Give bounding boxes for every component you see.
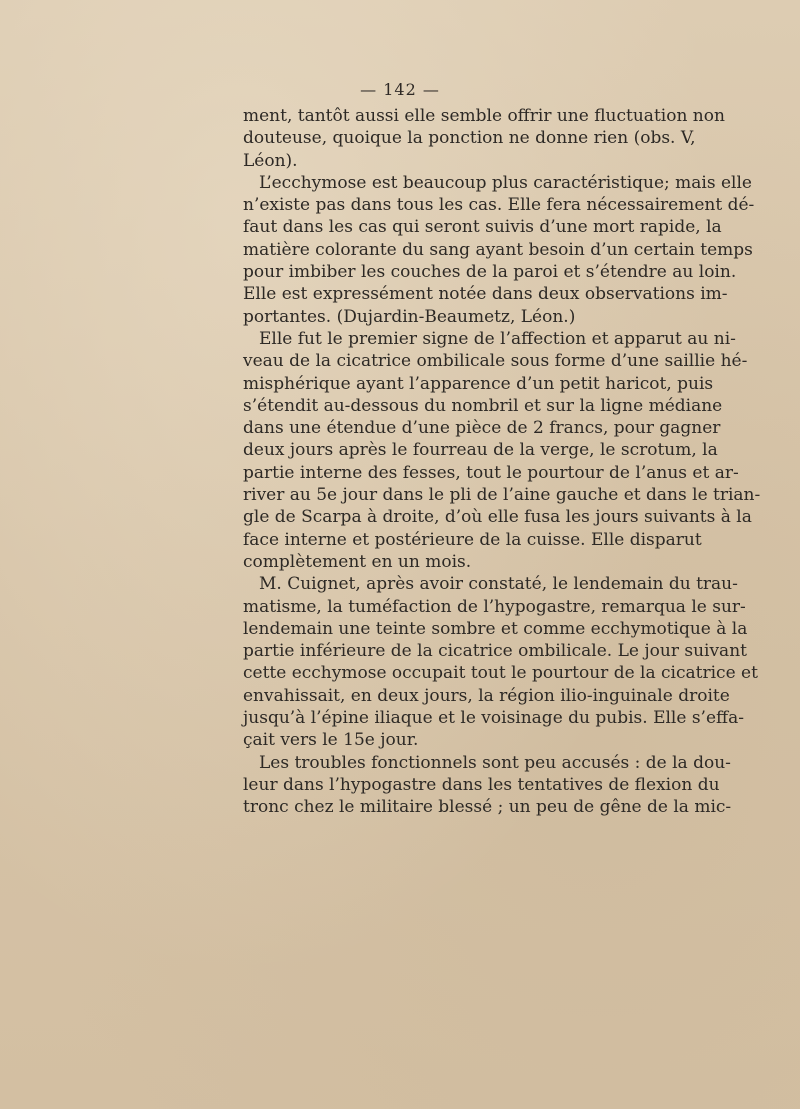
text-line: faut dans les cas qui seront suivis d’une mort rapide, la (243, 217, 722, 238)
text-line: douteuse, quoique la ponction ne donne rien (obs. V, (243, 128, 696, 149)
text-line: cette ecchymose occupait tout le pourtour de la cicatrice et (243, 663, 758, 684)
body-text (243, 105, 761, 819)
text-line: tronc chez le militaire blessé ; un peu de gêne de la mic- (243, 797, 732, 818)
text-line: çait vers le 15e jour. (243, 730, 419, 751)
text-line: dans une étendue d’une pièce de 2 francs, pour gagner (243, 418, 721, 439)
text-line: portantes. (Dujardin-Beaumetz, Léon.) (243, 306, 576, 327)
text-line: ment, tantôt aussi elle semble offrir une fluctuation non (243, 106, 725, 126)
text-line: matière colorante du sang ayant besoin d’un certain temps (243, 239, 753, 260)
text-line: face interne et postérieure de la cuisse. Elle disparut (243, 529, 702, 550)
text-line: M. Cuignet, après avoir constaté, le lendemain du trau- (259, 574, 738, 595)
text-line: partie inférieure de la cicatrice ombilicale. Le jour suivant (243, 641, 747, 662)
text-line: Les troubles fonctionnels sont peu accusés : de la dou- (259, 752, 731, 773)
text-line: deux jours après le fourreau de la verge, le scrotum, la (243, 440, 718, 461)
text-line: pour imbiber les couches de la paroi et s’étendre au loin. (243, 262, 737, 283)
text-line: jusqu’à l’épine iliaque et le voisinage du pubis. Elle s’effa- (243, 708, 744, 729)
text-line: partie interne des fesses, tout le pourtour de l’anus et ar- (243, 462, 739, 483)
text-line: misphérique ayant l’apparence d’un petit haricot, puis (243, 373, 714, 394)
text-line: Léon). (243, 150, 298, 171)
text-line: river au 5e jour dans le pli de l’aine gauche et dans le trian- (243, 485, 761, 506)
text-line: veau de la cicatrice ombilicale sous forme d’une saillie hé- (243, 351, 748, 372)
text-line: lendemain une teinte sombre et comme ecchymotique à la (243, 618, 748, 639)
text-line: Elle fut le premier signe de l’affection et apparut au ni- (259, 328, 736, 349)
page-number: — 142 — (360, 80, 440, 99)
text-line: s’étendit au-dessous du nombril et sur la ligne médiane (243, 395, 723, 416)
text-line: leur dans l’hypogastre dans les tentatives de flexion du (243, 774, 720, 795)
text-line: gle de Scarpa à droite, d’où elle fusa les jours suivants à la (243, 507, 752, 528)
text-line: complètement en un mois. (243, 551, 472, 572)
text-line: envahissait, en deux jours, la région ilio-inguinale droite (243, 685, 730, 706)
text-line: matisme, la tuméfaction de l’hypogastre, remarqua le sur- (243, 596, 746, 617)
text-line: L’ecchymose est beaucoup plus caractéristique; mais elle (259, 172, 752, 193)
text-line: n’existe pas dans tous les cas. Elle fera nécessairement dé- (243, 195, 755, 216)
text-line: Elle est expressément notée dans deux observations im- (243, 284, 728, 305)
